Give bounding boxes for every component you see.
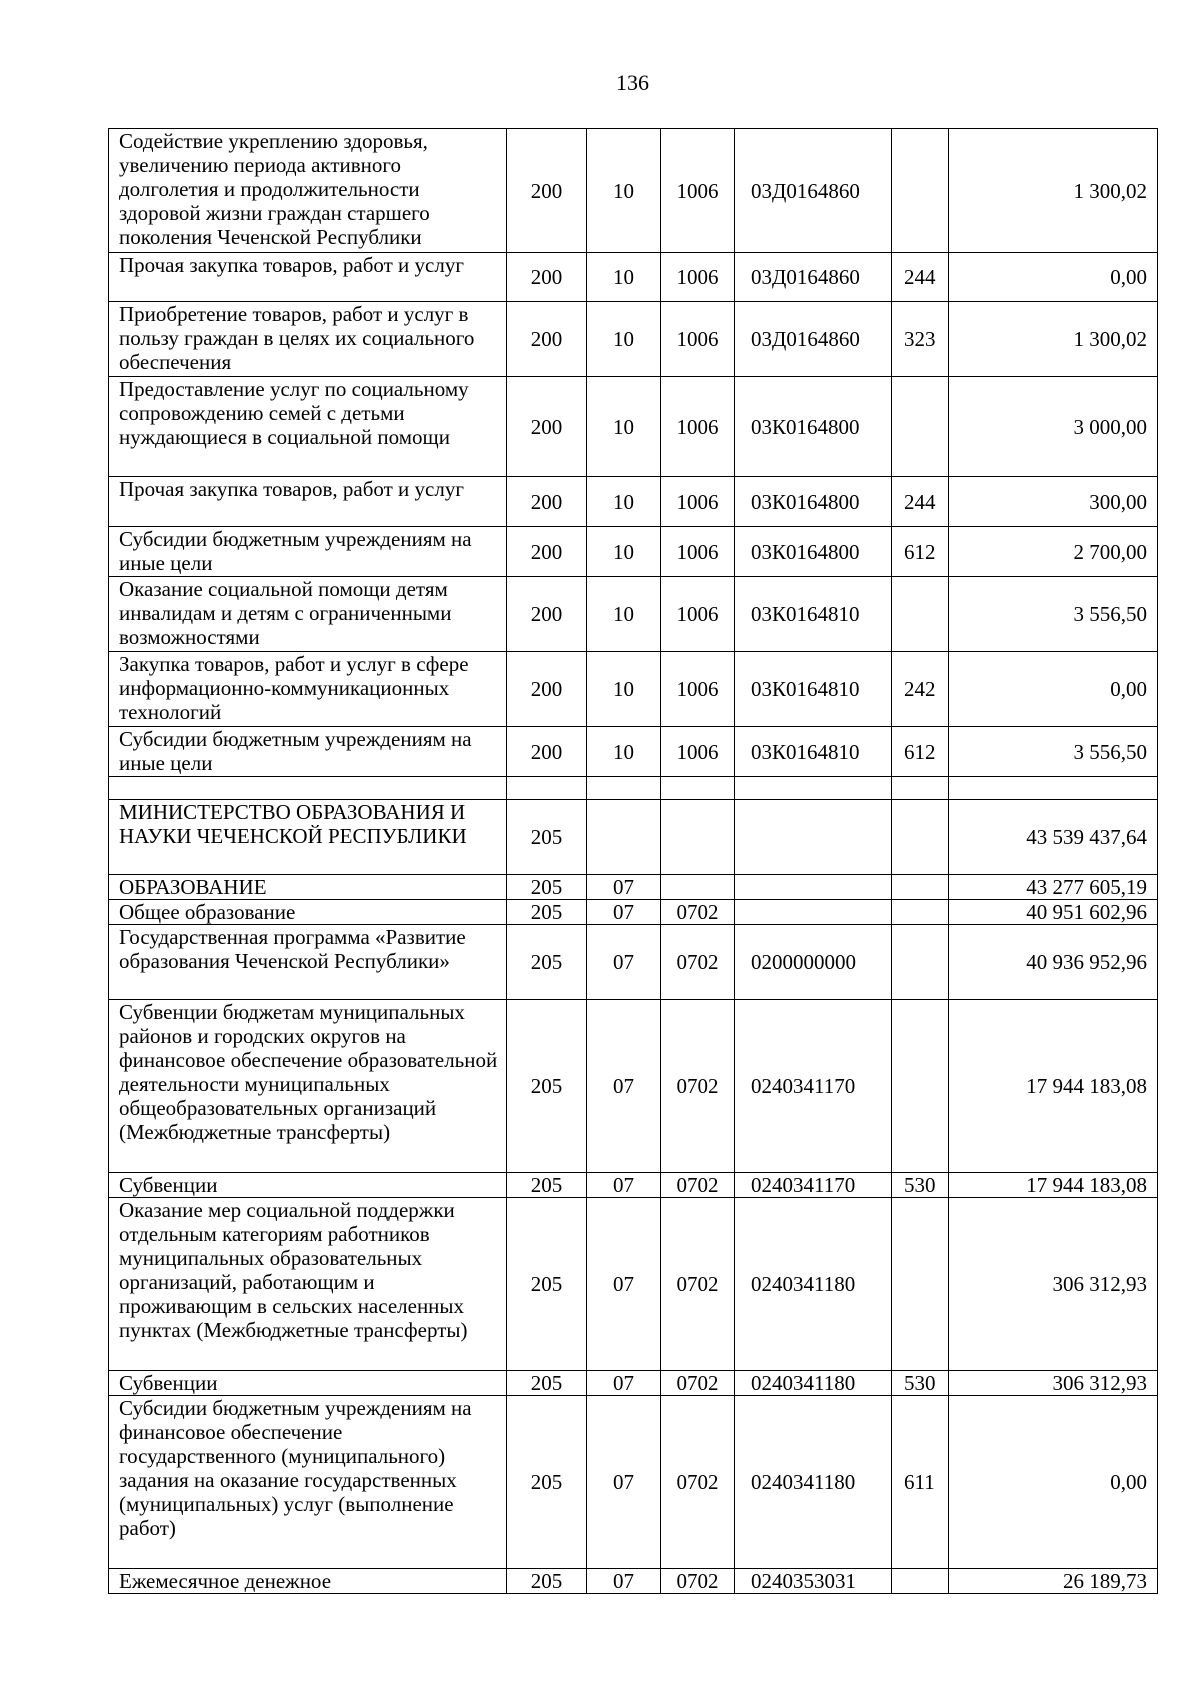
row-rz [587, 800, 661, 875]
blank-row [109, 777, 1158, 800]
row-name: Субвенции [109, 1371, 507, 1396]
row-rz: 10 [587, 477, 661, 527]
row-ved: 205 [507, 1198, 587, 1371]
row-vr: 612 [892, 527, 949, 577]
row-pr: 1006 [661, 377, 735, 477]
row-ved: 205 [507, 1396, 587, 1569]
table-row [109, 1173, 1158, 1198]
row-sum: 0,00 [949, 253, 1158, 302]
row-pr: 1006 [661, 253, 735, 302]
table-row [109, 652, 1158, 727]
row-pr: 1006 [661, 577, 735, 652]
blank-cell [949, 777, 1158, 800]
row-name: Общее образование [109, 900, 507, 925]
row-rz: 07 [587, 1569, 661, 1594]
row-rz: 10 [587, 253, 661, 302]
row-rz: 10 [587, 377, 661, 477]
row-vr [892, 1000, 949, 1173]
row-vr: 323 [892, 302, 949, 377]
row-name: Содействие укреплению здоровья, увеличению периода активного долголетия и продолжительности здоровой жизни граждан старшего поколения Чеченской Республики [109, 129, 507, 253]
row-name: Субвенции бюджетам муниципальных районов и городских округов на финансовое обеспечение образовательной деятельности муниципальных общеобразовательных организаций (Межбюджетные трансферты) [109, 1000, 507, 1173]
row-cs: 0200000000 [735, 925, 892, 1000]
row-vr: 530 [892, 1371, 949, 1396]
table-row [109, 1000, 1158, 1173]
row-sum: 0,00 [949, 1396, 1158, 1569]
row-ved: 200 [507, 129, 587, 253]
table-row [109, 377, 1158, 477]
row-pr: 0702 [661, 900, 735, 925]
blank-cell [892, 777, 949, 800]
row-cs [735, 800, 892, 875]
row-cs: 0240341180 [735, 1396, 892, 1569]
row-rz: 07 [587, 925, 661, 1000]
row-cs: 03К0164810 [735, 727, 892, 777]
row-sum: 17 944 183,08 [949, 1173, 1158, 1198]
row-vr [892, 577, 949, 652]
blank-cell [109, 777, 507, 800]
row-pr [661, 800, 735, 875]
row-cs [735, 900, 892, 925]
row-sum: 0,00 [949, 652, 1158, 727]
row-name: Субсидии бюджетным учреждениям на иные цели [109, 727, 507, 777]
row-ved: 200 [507, 727, 587, 777]
row-sum: 26 189,73 [949, 1569, 1158, 1594]
row-name: Государственная программа «Развитие образования Чеченской Республики» [109, 925, 507, 1000]
row-name: Предоставление услуг по социальному сопровождению семей с детьми нуждающиеся в социальной помощи [109, 377, 507, 477]
row-cs [735, 875, 892, 900]
row-rz: 10 [587, 727, 661, 777]
table-row [109, 253, 1158, 302]
row-cs: 03К0164810 [735, 652, 892, 727]
table-row [109, 900, 1158, 925]
row-sum: 306 312,93 [949, 1198, 1158, 1371]
page-number: 136 [616, 70, 649, 95]
row-cs: 03К0164810 [735, 577, 892, 652]
row-cs: 0240341180 [735, 1371, 892, 1396]
row-pr: 1006 [661, 302, 735, 377]
row-name: Прочая закупка товаров, работ и услуг [109, 477, 507, 527]
table-row [109, 1396, 1158, 1569]
row-ved: 200 [507, 477, 587, 527]
row-ved: 205 [507, 1569, 587, 1594]
row-cs: 03Д0164860 [735, 302, 892, 377]
row-rz: 07 [587, 1198, 661, 1371]
row-pr: 0702 [661, 1396, 735, 1569]
budget-table [108, 128, 1158, 1594]
row-cs: 03К0164800 [735, 377, 892, 477]
table-row [109, 727, 1158, 777]
row-vr [892, 1198, 949, 1371]
row-pr: 1006 [661, 527, 735, 577]
row-sum: 3 000,00 [949, 377, 1158, 477]
row-rz: 07 [587, 900, 661, 925]
row-ved: 200 [507, 527, 587, 577]
row-vr: 242 [892, 652, 949, 727]
row-rz: 10 [587, 129, 661, 253]
row-pr: 1006 [661, 129, 735, 253]
row-ved: 205 [507, 800, 587, 875]
row-vr [892, 925, 949, 1000]
table-row [109, 477, 1158, 527]
row-vr: 612 [892, 727, 949, 777]
row-rz: 07 [587, 1173, 661, 1198]
row-sum: 300,00 [949, 477, 1158, 527]
blank-cell [587, 777, 661, 800]
row-sum: 2 700,00 [949, 527, 1158, 577]
row-ved: 205 [507, 900, 587, 925]
row-rz: 10 [587, 527, 661, 577]
row-name: Субвенции [109, 1173, 507, 1198]
row-vr [892, 129, 949, 253]
row-pr: 0702 [661, 1569, 735, 1594]
blank-cell [661, 777, 735, 800]
row-vr: 611 [892, 1396, 949, 1569]
row-pr: 1006 [661, 652, 735, 727]
row-pr: 1006 [661, 477, 735, 527]
row-cs: 0240341170 [735, 1000, 892, 1173]
row-rz: 07 [587, 1371, 661, 1396]
row-name: Ежемесячное денежное [109, 1569, 507, 1594]
row-rz: 10 [587, 302, 661, 377]
row-vr: 530 [892, 1173, 949, 1198]
row-vr [892, 875, 949, 900]
row-pr: 0702 [661, 1000, 735, 1173]
row-rz: 07 [587, 1000, 661, 1173]
table-row [109, 1198, 1158, 1371]
row-vr [892, 1569, 949, 1594]
row-ved: 205 [507, 1173, 587, 1198]
row-sum: 43 277 605,19 [949, 875, 1158, 900]
row-rz: 10 [587, 577, 661, 652]
row-sum: 1 300,02 [949, 302, 1158, 377]
row-cs: 03Д0164860 [735, 253, 892, 302]
row-rz: 07 [587, 1396, 661, 1569]
row-name: Субсидии бюджетным учреждениям на финансовое обеспечение государственного (муниципального) задания на оказание государственных (муниципальных) услуг (выполнение работ) [109, 1396, 507, 1569]
table-row [109, 925, 1158, 1000]
row-pr: 0702 [661, 1198, 735, 1371]
row-name: МИНИСТЕРСТВО ОБРАЗОВАНИЯ И НАУКИ ЧЕЧЕНСКОЙ РЕСПУБЛИКИ [109, 800, 507, 875]
row-vr: 244 [892, 477, 949, 527]
row-vr [892, 900, 949, 925]
table-row [109, 875, 1158, 900]
row-vr: 244 [892, 253, 949, 302]
row-ved: 205 [507, 1371, 587, 1396]
row-name: Оказание мер социальной поддержки отдельным категориям работников муниципальных образовательных организаций, работающим и проживающим в сельских населенных пунктах (Межбюджетные трансферты) [109, 1198, 507, 1371]
row-pr: 0702 [661, 1371, 735, 1396]
table-row [109, 129, 1158, 253]
row-pr [661, 875, 735, 900]
row-cs: 03К0164800 [735, 527, 892, 577]
row-ved: 200 [507, 577, 587, 652]
row-rz: 10 [587, 652, 661, 727]
row-sum: 306 312,93 [949, 1371, 1158, 1396]
row-sum: 43 539 437,64 [949, 800, 1158, 875]
row-sum: 1 300,02 [949, 129, 1158, 253]
table-row [109, 1371, 1158, 1396]
row-ved: 205 [507, 875, 587, 900]
row-pr: 0702 [661, 925, 735, 1000]
row-ved: 200 [507, 253, 587, 302]
row-pr: 0702 [661, 1173, 735, 1198]
row-name: Закупка товаров, работ и услуг в сфере информационно-коммуникационных технологий [109, 652, 507, 727]
row-rz: 07 [587, 875, 661, 900]
row-ved: 205 [507, 925, 587, 1000]
row-cs: 03К0164800 [735, 477, 892, 527]
row-cs: 0240353031 [735, 1569, 892, 1594]
row-name: Прочая закупка товаров, работ и услуг [109, 253, 507, 302]
row-ved: 205 [507, 1000, 587, 1173]
table-row [109, 800, 1158, 875]
blank-cell [735, 777, 892, 800]
row-ved: 200 [507, 377, 587, 477]
row-cs: 0240341180 [735, 1198, 892, 1371]
row-ved: 200 [507, 652, 587, 727]
row-name: ОБРАЗОВАНИЕ [109, 875, 507, 900]
row-cs: 03Д0164860 [735, 129, 892, 253]
row-cs: 0240341170 [735, 1173, 892, 1198]
row-sum: 40 951 602,96 [949, 900, 1158, 925]
row-name: Субсидии бюджетным учреждениям на иные цели [109, 527, 507, 577]
row-sum: 3 556,50 [949, 577, 1158, 652]
row-sum: 3 556,50 [949, 727, 1158, 777]
row-name: Оказание социальной помощи детям инвалидам и детям с ограниченными возможностями [109, 577, 507, 652]
table-row [109, 1569, 1158, 1594]
row-ved: 200 [507, 302, 587, 377]
row-sum: 17 944 183,08 [949, 1000, 1158, 1173]
row-sum: 40 936 952,96 [949, 925, 1158, 1000]
table-row [109, 577, 1158, 652]
table-row [109, 302, 1158, 377]
row-vr [892, 800, 949, 875]
row-name: Приобретение товаров, работ и услуг в пользу граждан в целях их социального обеспечения [109, 302, 507, 377]
table-row [109, 527, 1158, 577]
row-pr: 1006 [661, 727, 735, 777]
blank-cell [507, 777, 587, 800]
row-vr [892, 377, 949, 477]
